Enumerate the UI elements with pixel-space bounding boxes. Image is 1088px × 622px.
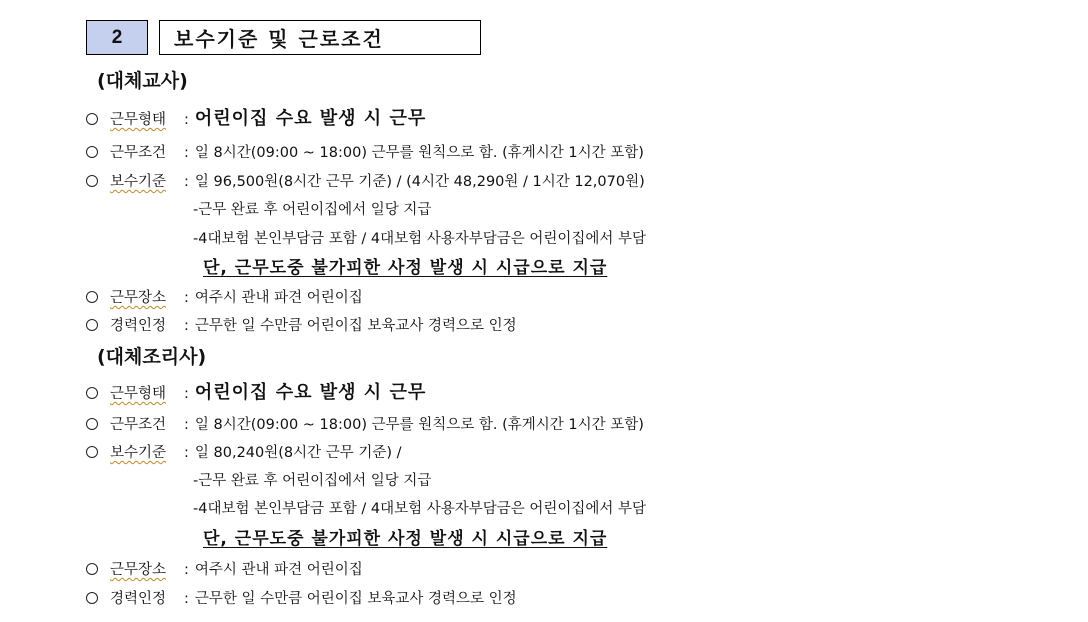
section-title-box [159,20,481,55]
item-value: 일 80,240원(8시간 근무 기준) / [194,445,402,461]
pay-notice: 단, 근무도중 불가피한 사정 발생 시 시급으로 지급 [203,258,608,278]
subsection-title-teacher: (대체교사) [97,70,188,92]
item-value: 근무한 일 수만큼 어린이집 보육교사 경력으로 인정 [194,591,517,607]
colon: : [184,562,189,578]
item-label: 경력인정 [110,318,167,334]
item-pay-cook [86,441,402,462]
item-work-type-teacher [86,104,426,130]
item-value: 여주시 관내 파견 어린이집 [194,562,363,578]
bullet-circle-icon [86,446,98,458]
item-work-conditions-teacher [86,141,644,162]
bullet-circle-icon [86,291,98,303]
colon: : [184,386,189,402]
item-value: 일 8시간(09:00 ~ 18:00) 근무를 원칙으로 함. (휴게시간 1시간 포함) [194,417,644,433]
item-value: 어린이집 수요 발생 시 근무 [194,108,427,129]
pay-note-insurance: -4대보험 본인부담금 포함 / 4대보험 사용자부담금은 어린이집에서 부담 [193,501,647,517]
bullet-circle-icon [86,592,98,604]
subsection-title-cook: (대체조리사) [97,346,207,368]
colon: : [184,591,189,607]
item-pay-teacher [86,170,645,191]
item-work-conditions-cook [86,413,644,434]
item-label: 보수기준 [110,174,167,190]
item-label: 경력인정 [110,591,167,607]
colon: : [184,445,189,461]
item-label: 근무조건 [110,145,167,161]
item-career-teacher [86,314,517,335]
section-number-box [86,20,148,55]
pay-note-payment: -근무 완료 후 어린이집에서 일당 지급 [193,202,432,218]
bullet-circle-icon [86,146,98,158]
item-work-type-cook [86,378,426,404]
item-label: 근무형태 [110,112,167,128]
pay-notice: 단, 근무도중 불가피한 사정 발생 시 시급으로 지급 [203,529,608,549]
bullet-circle-icon [86,563,98,575]
colon: : [184,174,189,190]
item-label: 보수기준 [110,445,167,461]
pay-note-insurance: -4대보험 본인부담금 포함 / 4대보험 사용자부담금은 어린이집에서 부담 [193,231,647,247]
item-value: 일 96,500원(8시간 근무 기준) / (4시간 48,290원 / 1시간 12,070원) [194,174,645,190]
colon: : [184,145,189,161]
item-label: 근무장소 [110,290,167,306]
item-value: 근무한 일 수만큼 어린이집 보육교사 경력으로 인정 [194,318,517,334]
item-work-place-cook [86,558,363,579]
item-value: 일 8시간(09:00 ~ 18:00) 근무를 원칙으로 함. (휴게시간 1시간 포함) [194,145,644,161]
item-career-cook [86,587,517,608]
colon: : [184,290,189,306]
bullet-circle-icon [86,175,98,187]
colon: : [184,417,189,433]
bullet-circle-icon [86,387,98,399]
item-label: 근무형태 [110,386,167,402]
colon: : [184,112,189,128]
item-label: 근무조건 [110,417,167,433]
item-value: 여주시 관내 파견 어린이집 [194,290,363,306]
section-number: 2 [111,26,123,48]
colon: : [184,318,189,334]
bullet-circle-icon [86,113,98,125]
pay-note-payment: -근무 완료 후 어린이집에서 일당 지급 [193,473,432,489]
item-value: 어린이집 수요 발생 시 근무 [194,382,427,403]
item-label: 근무장소 [110,562,167,578]
section-title: 보수기준 및 근로조건 [174,27,384,51]
bullet-circle-icon [86,418,98,430]
bullet-circle-icon [86,319,98,331]
item-work-place-teacher [86,286,363,307]
